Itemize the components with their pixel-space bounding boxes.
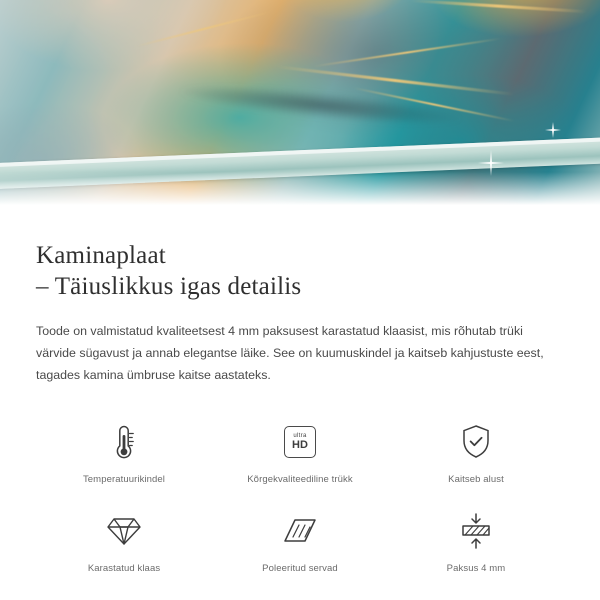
thermometer-icon [109, 420, 139, 464]
feature-label: Poleeritud servad [262, 563, 338, 574]
ultra-hd-badge-bottom: HD [292, 439, 308, 451]
page-title-line1: Kaminaplaat [36, 242, 166, 269]
feature-item-temperature-resistant [36, 414, 212, 489]
feature-grid [36, 414, 564, 578]
feature-item-thickness [388, 503, 564, 578]
feature-label: Karastatud klaas [87, 563, 161, 574]
thickness-arrows-icon [457, 509, 495, 553]
feature-item-high-quality-print [212, 414, 388, 489]
feature-item-polished-edges [212, 503, 388, 578]
page-title [36, 240, 564, 302]
content-area [0, 240, 600, 578]
product-description: Toode on valmistatud kvaliteetsest 4 mm paksusest karastatud klaasist, mis rõhutab trüki värvide sügavust ja annab elegantse läike. See on kuumuskindel ja kaitseb kahjustuste eest, tagades kamina ümbruse kaitse aastateks. [36, 324, 544, 382]
polished-edges-icon [281, 509, 319, 553]
hero-image [0, 0, 600, 218]
ultra-hd-badge-top: ultra [293, 433, 307, 439]
page-title-line2: – Täiuslikkus igas detailis [36, 273, 302, 300]
feature-label: Temperatuurikindel [82, 474, 166, 485]
ultra-hd-icon [284, 420, 316, 464]
feature-label: Kõrgekvaliteediline trükk [247, 474, 353, 485]
hero-fade-overlay [0, 172, 600, 218]
feature-item-protects-base [388, 414, 564, 489]
shield-check-icon [459, 420, 493, 464]
feature-item-tempered-glass [36, 503, 212, 578]
feature-label: Kaitseb alust [448, 474, 504, 485]
feature-label: Paksus 4 mm [446, 563, 506, 574]
diamond-icon [105, 509, 143, 553]
